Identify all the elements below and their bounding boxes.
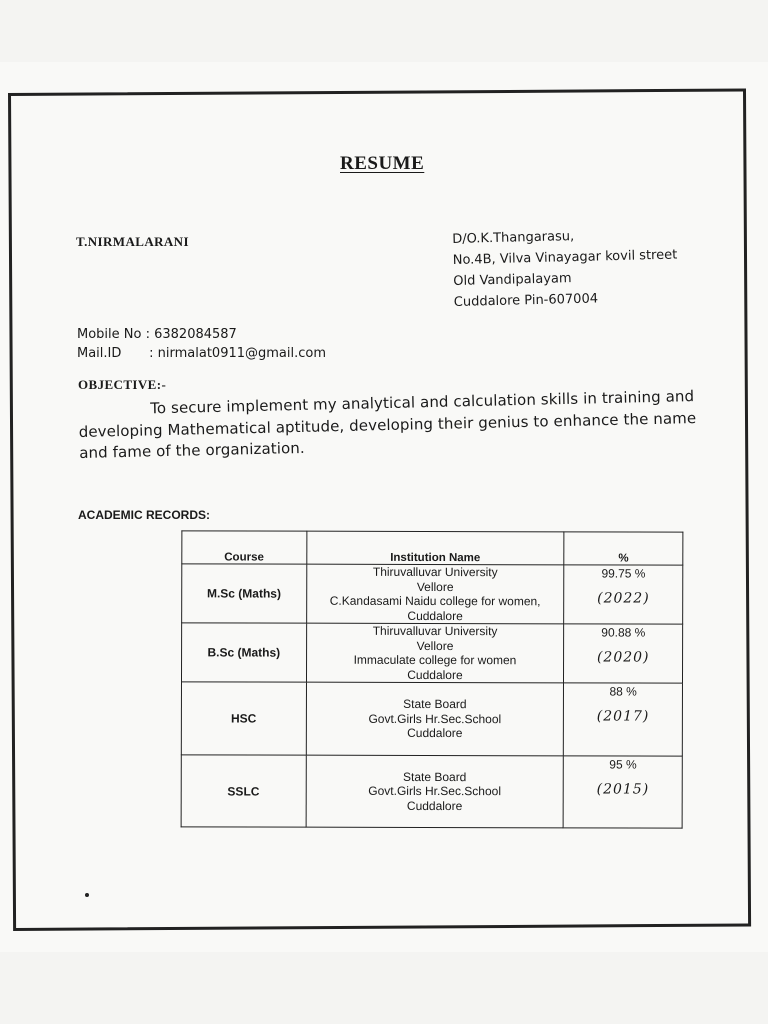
table-row	[181, 682, 682, 756]
institution-cell	[306, 564, 564, 624]
handwritten-year: (2022)	[597, 590, 650, 607]
percent-cell	[564, 624, 683, 683]
handwritten-year: (2020)	[596, 649, 650, 666]
contact-block	[77, 325, 326, 363]
institution-line: Cuddalore	[406, 798, 463, 813]
institution-line: Cuddalore	[407, 608, 463, 623]
institution-cell	[306, 755, 564, 828]
mobile-number: 6382084587	[154, 327, 237, 342]
percent-value: 95 %	[609, 757, 637, 772]
objective-heading: OBJECTIVE:-	[78, 377, 167, 392]
institution-line: C.Kandasami Naidu college for women,	[329, 593, 541, 609]
applicant-name: T.NIRMALARANI	[76, 234, 189, 249]
institution-line: Cuddalore	[407, 667, 463, 682]
ink-dot	[85, 893, 89, 897]
table-row	[181, 623, 682, 683]
handwritten-year: (2017)	[596, 708, 650, 725]
institution-line: State Board	[402, 769, 467, 784]
address-line: D/O.K.Thangarasu,	[452, 229, 575, 247]
academic-records-table	[181, 530, 684, 828]
course-cell: HSC	[181, 682, 306, 755]
page-title: RESUME	[340, 153, 425, 174]
course-cell: SSLC	[181, 755, 306, 827]
table-row	[182, 564, 683, 624]
course-cell: M.Sc (Maths)	[182, 564, 307, 623]
percent-value: 90.88 %	[601, 625, 646, 640]
address-line: Cuddalore Pin-607004	[453, 291, 599, 310]
address-line: Old Vandipalayam	[453, 271, 572, 289]
institution-line: Immaculate college for women	[353, 652, 517, 668]
percent-cell	[564, 683, 683, 756]
percent-cell	[564, 756, 683, 828]
percent-value: 88 %	[609, 684, 637, 699]
institution-line: Thiruvalluvar University	[372, 564, 498, 580]
institution-line: Thiruvalluvar University	[372, 623, 498, 639]
percent-value: 99.75 %	[601, 566, 646, 581]
percent-cell	[564, 565, 683, 624]
academic-heading: ACADEMIC RECORDS:	[78, 508, 210, 522]
table-row	[181, 755, 682, 828]
institution-line: Vellore	[416, 579, 454, 594]
institution-line: Govt.Girls Hr.Sec.School	[368, 784, 502, 799]
column-header-institution: Institution Name	[306, 531, 564, 565]
table-header-row	[182, 531, 683, 565]
address-line: No.4B, Vilva Vinayagar kovil street	[452, 247, 678, 268]
institution-line: Cuddalore	[407, 726, 463, 741]
address-block	[452, 224, 679, 313]
mail-address: : nirmalat0911@gmail.com	[149, 346, 327, 361]
institution-line: State Board	[403, 697, 467, 712]
handwritten-year: (2015)	[596, 781, 650, 798]
column-header-course: Course	[182, 531, 307, 564]
column-header-percent: %	[564, 532, 683, 565]
institution-line: Govt.Girls Hr.Sec.School	[368, 711, 502, 726]
course-cell: B.Sc (Maths)	[181, 623, 306, 682]
institution-cell	[306, 682, 564, 756]
objective-text: To secure implement my analytical and calculation skills in training and developing Mathematical aptitude, developing their genius to enhance the name and fame of the organization.	[78, 387, 697, 462]
mobile-label: Mobile No :	[77, 327, 150, 342]
mail-label: Mail.ID	[77, 346, 122, 361]
institution-line: Vellore	[416, 638, 454, 653]
institution-cell	[306, 623, 564, 683]
